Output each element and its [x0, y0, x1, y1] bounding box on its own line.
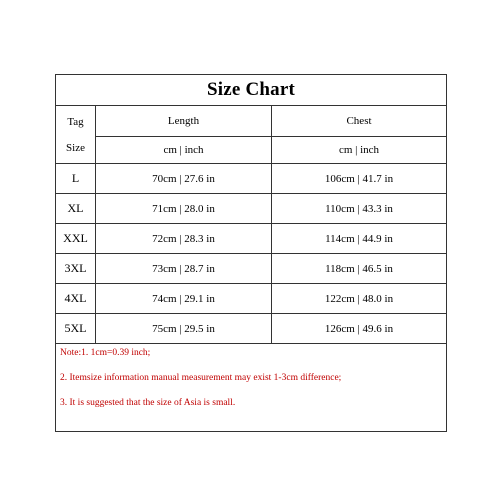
- length-value: 74cm | 29.1 in: [96, 284, 272, 314]
- chest-value: 122cm | 48.0 in: [272, 284, 447, 314]
- size-label: 3XL: [56, 254, 96, 284]
- size-label: 5XL: [56, 314, 96, 344]
- table-row: [56, 224, 447, 254]
- chest-value: 106cm | 41.7 in: [272, 164, 447, 194]
- length-value: 75cm | 29.5 in: [96, 314, 272, 344]
- chest-unit-header: cm | inch: [272, 137, 447, 164]
- chest-value: 126cm | 49.6 in: [272, 314, 447, 344]
- tag-size-header-line1: Tag: [67, 115, 84, 128]
- length-value: 70cm | 27.6 in: [96, 164, 272, 194]
- length-value: 72cm | 28.3 in: [96, 224, 272, 254]
- chest-value: 118cm | 46.5 in: [272, 254, 447, 284]
- size-chart-title: Size Chart: [56, 75, 447, 106]
- length-unit-header: cm | inch: [96, 137, 272, 164]
- length-value: 73cm | 28.7 in: [96, 254, 272, 284]
- note-item: 2. Itemsize information manual measurement may exist 1-3cm difference;: [60, 373, 342, 383]
- length-header: Length: [96, 106, 272, 137]
- tag-size-header-line2: Size: [66, 141, 85, 154]
- table-row: [56, 254, 447, 284]
- chest-value: 114cm | 44.9 in: [272, 224, 447, 254]
- chest-header: Chest: [272, 106, 447, 137]
- table-row: [56, 284, 447, 314]
- table-row: [56, 314, 447, 344]
- note-item: 3. It is suggested that the size of Asia is small.: [60, 398, 236, 408]
- chest-value: 110cm | 43.3 in: [272, 194, 447, 224]
- length-value: 71cm | 28.0 in: [96, 194, 272, 224]
- note-item: Note:1. 1cm=0.39 inch;: [60, 348, 151, 358]
- notes-section: [56, 344, 447, 432]
- size-chart-table: [55, 74, 447, 432]
- size-label: L: [56, 164, 96, 194]
- size-label: 4XL: [56, 284, 96, 314]
- table-row: [56, 164, 447, 194]
- size-label: XL: [56, 194, 96, 224]
- size-label: XXL: [56, 224, 96, 254]
- table-row: [56, 194, 447, 224]
- tag-size-header: [56, 106, 96, 164]
